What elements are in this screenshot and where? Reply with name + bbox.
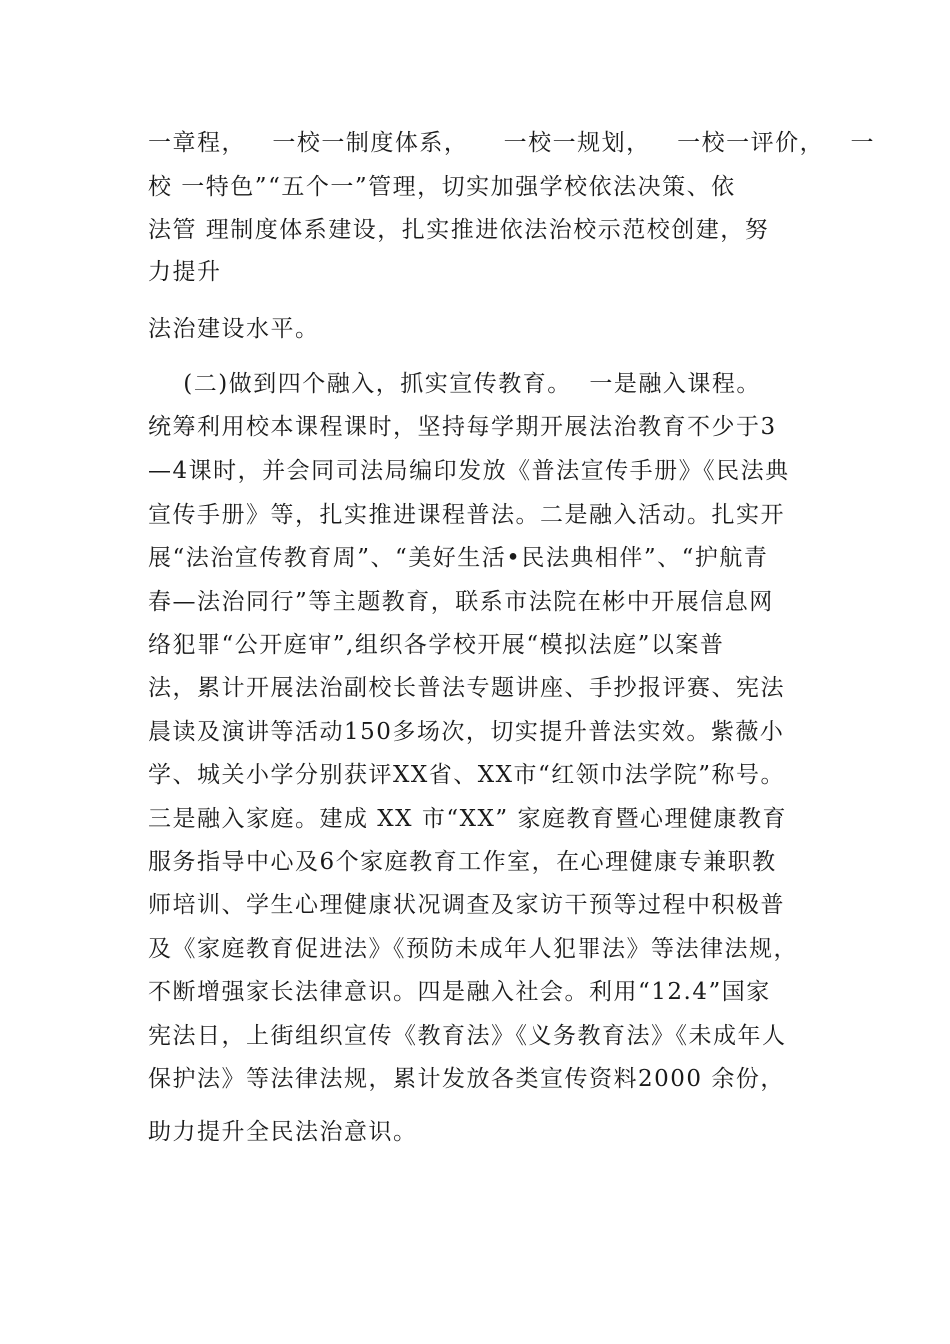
- text-line: 学、城关小学分别获评XX省、XX市“红领巾法学院”称号。: [148, 762, 786, 788]
- text-line: —4课时，并会同司法局编印发放《普法宣传手册》《民法典: [148, 458, 790, 484]
- text-line: 法管 理制度体系建设，扎实推进依法治校示范校创建，努: [148, 217, 770, 243]
- text-line: 晨读及演讲等活动150多场次，切实提升普法实效。紫薇小: [148, 719, 785, 745]
- text-line: 力提升: [148, 259, 222, 285]
- text-line: 校 一特色”“五个一”管理，切实加强学校依法决策、依: [148, 174, 736, 200]
- text-line: 法，累计开展法治副校长普法专题讲座、手抄报评赛、宪法: [148, 675, 785, 701]
- text-line: 保护法》等法律法规，累计发放各类宣传资料2000 余份，: [148, 1066, 785, 1092]
- text-line: 及《家庭教育促进法》《预防未成年人犯罪法》等法律法规，: [148, 936, 798, 962]
- text-line: 法治建设水平。: [148, 316, 320, 342]
- text-line: 助力提升全民法治意识。: [148, 1119, 418, 1145]
- text-line: 一章程， 一校一制度体系， 一校一规划， 一校一评价， 一: [148, 130, 876, 156]
- text-line: 服务指导中心及6个家庭教育工作室，在心理健康专兼职教: [148, 849, 777, 875]
- text-line: (二)做到四个融入，抓实宣传教育。 一是融入课程。: [148, 371, 761, 397]
- text-line: 不断增强家长法律意识。四是融入社会。利用“12.4”国家: [148, 979, 771, 1005]
- text-line: 统筹利用校本课程课时，坚持每学期开展法治教育不少于3: [148, 414, 777, 440]
- text-line: 宪法日，上街组织宣传《教育法》《义务教育法》《未成年人: [148, 1023, 787, 1049]
- text-line: 春—法治同行”等主题教育，联系市法院在彬中开展信息网: [148, 589, 774, 615]
- text-line: 宣传手册》等，扎实推进课程普法。二是融入活动。扎实开: [148, 502, 785, 528]
- text-line: 师培训、学生心理健康状况调查及家访干预等过程中积极普: [148, 892, 785, 918]
- text-line: 络犯罪“公开庭审”,组织各学校开展“模拟法庭”以案普: [148, 632, 725, 658]
- text-line: 三是融入家庭。建成 XX 市“XX” 家庭教育暨心理健康教育: [148, 806, 787, 832]
- text-line: 展“法治宣传教育周”、“美好生活•民法典相伴”、“护航青: [148, 545, 769, 571]
